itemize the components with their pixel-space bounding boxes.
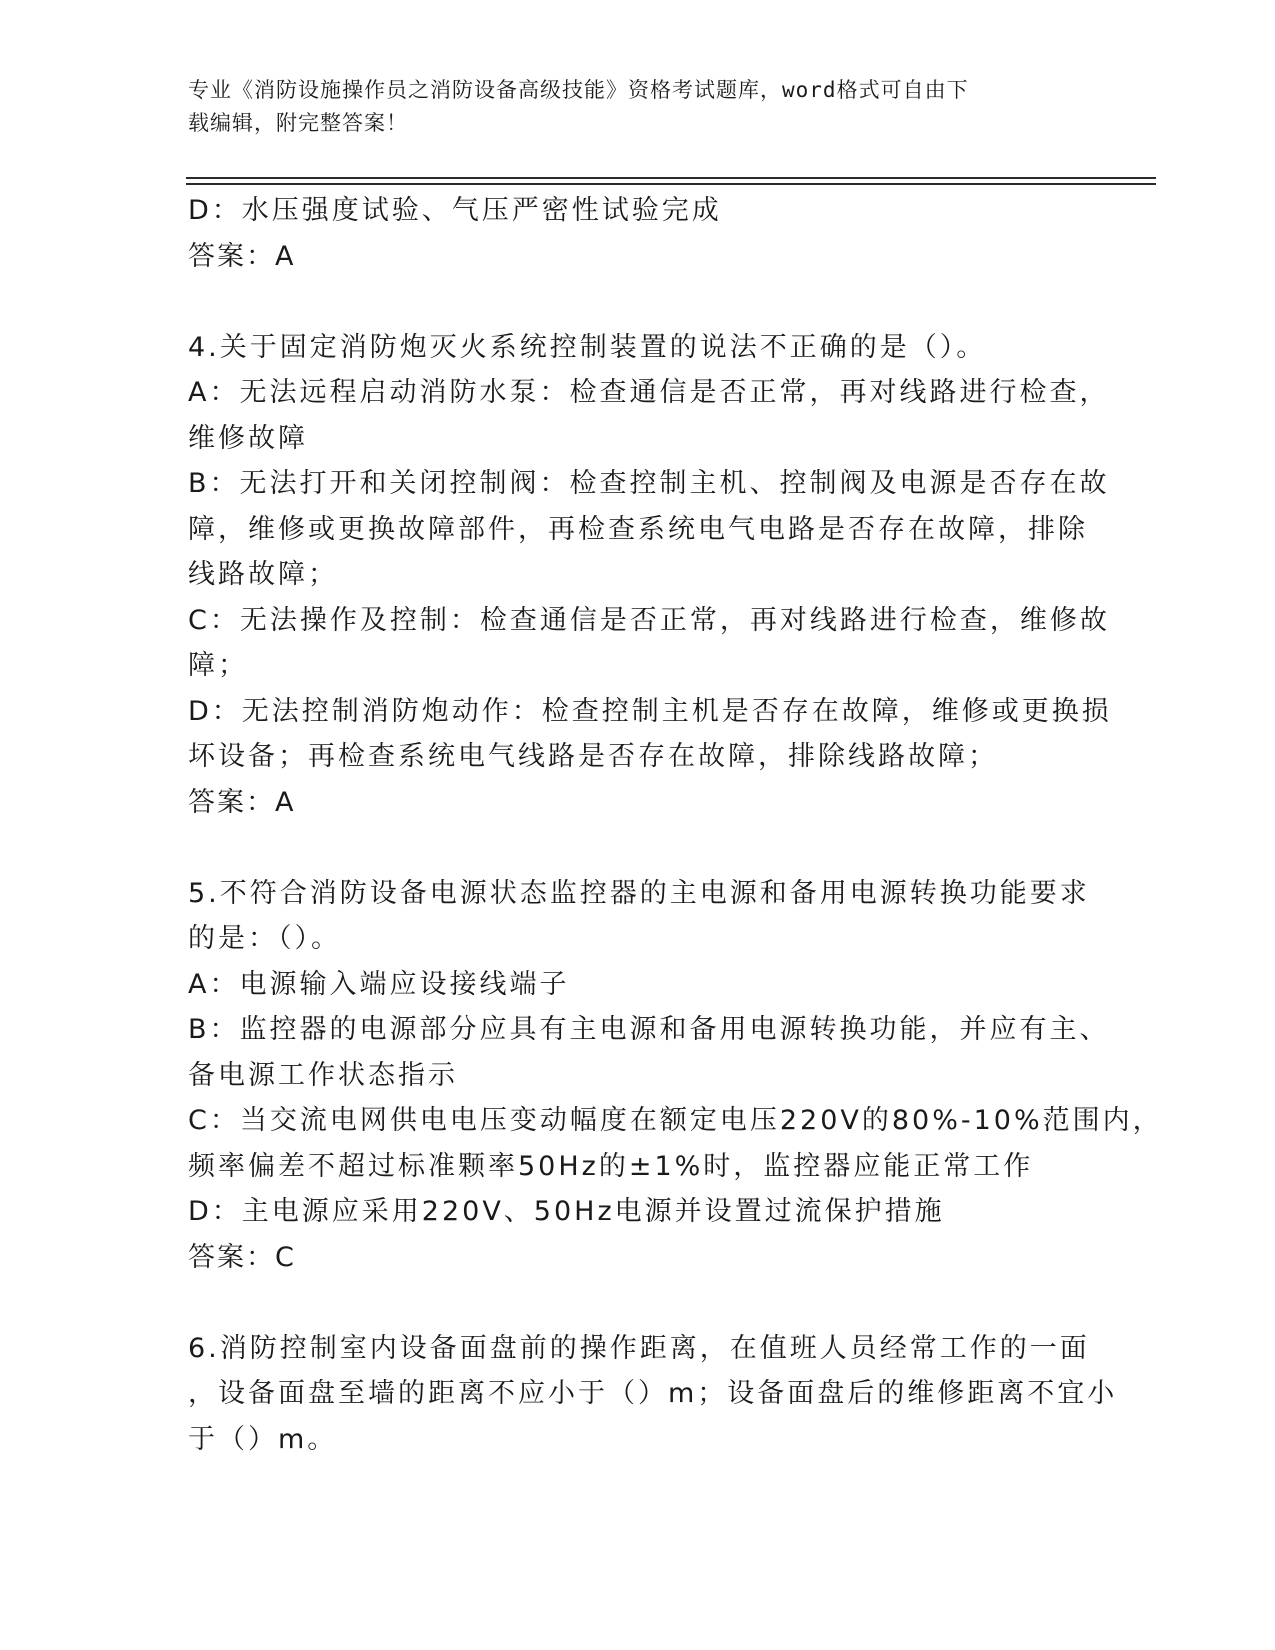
header-line-2: 载编辑，附完整答案！ (188, 111, 408, 135)
q5-option-d: D：主电源应采用220V、50Hz电源并设置过流保护措施 (188, 1196, 945, 1227)
q5-option-c: C：当交流电网供电电压变动幅度在额定电压220V的80%-10%范围内， (188, 1105, 1163, 1136)
q4-option-c-cont: 障； (188, 650, 248, 681)
prev-question-option-d: D：水压强度试验、气压严密性试验完成 (188, 195, 722, 226)
q5-option-c-cont: 频率偏差不超过标准颗率50Hz的±1%时，监控器应能正常工作 (188, 1150, 1034, 1182)
header-divider-bottom (186, 183, 1156, 185)
q6-stem: 6.消防控制室内设备面盘前的操作距离，在值班人员经常工作的一面 (188, 1332, 1090, 1364)
q5-option-a: A：电源输入端应设接线端子 (188, 968, 570, 1000)
question-body (188, 188, 1163, 1462)
spacer (188, 1280, 1068, 1326)
q4-option-a: A：无法远程启动消防水泵：检查通信是否正常，再对线路进行检查， (188, 377, 1110, 408)
prev-question-answer: 答案：A (188, 240, 296, 272)
q6-stem-cont-1: ，设备面盘至墙的距离不应小于（）m；设备面盘后的维修距离不宜小 (188, 1378, 1118, 1409)
q4-option-b-cont-2: 线路故障； (188, 559, 338, 590)
q5-stem-cont: 的是：（）。 (188, 923, 341, 954)
q4-option-d-cont: 坏设备；再检查系统电气线路是否存在故障，排除线路故障； (188, 741, 998, 772)
spacer (188, 279, 1068, 325)
q4-option-b: B：无法打开和关闭控制阀：检查控制主机、控制阀及电源是否存在故 (188, 468, 1110, 499)
q6-stem-cont-2: 于（）m。 (188, 1423, 338, 1455)
page-header (188, 74, 1068, 140)
q4-answer: 答案：A (188, 786, 296, 818)
q4-option-c: C：无法操作及控制：检查通信是否正常，再对线路进行检查，维修故 (188, 604, 1110, 636)
q4-stem: 4.关于固定消防炮灭火系统控制装置的说法不正确的是（）。 (188, 331, 987, 363)
header-line-1: 专业《消防设施操作员之消防设备高级技能》资格考试题库，word格式可自由下 (188, 78, 969, 102)
q5-stem: 5.不符合消防设备电源状态监控器的主电源和备用电源转换功能要求 (188, 877, 1090, 909)
q5-option-b-cont: 备电源工作状态指示 (188, 1059, 458, 1091)
q4-option-b-cont-1: 障，维修或更换故障部件，再检查系统电气电路是否存在故障，排除 (188, 513, 1088, 545)
q4-option-a-cont: 维修故障 (188, 422, 308, 454)
q5-option-b: B：监控器的电源部分应具有主电源和备用电源转换功能，并应有主、 (188, 1014, 1110, 1045)
header-divider-top (186, 177, 1156, 179)
q5-answer: 答案：C (188, 1241, 296, 1273)
spacer (188, 825, 1068, 871)
q4-option-d: D：无法控制消防炮动作：检查控制主机是否存在故障，维修或更换损 (188, 695, 1112, 727)
